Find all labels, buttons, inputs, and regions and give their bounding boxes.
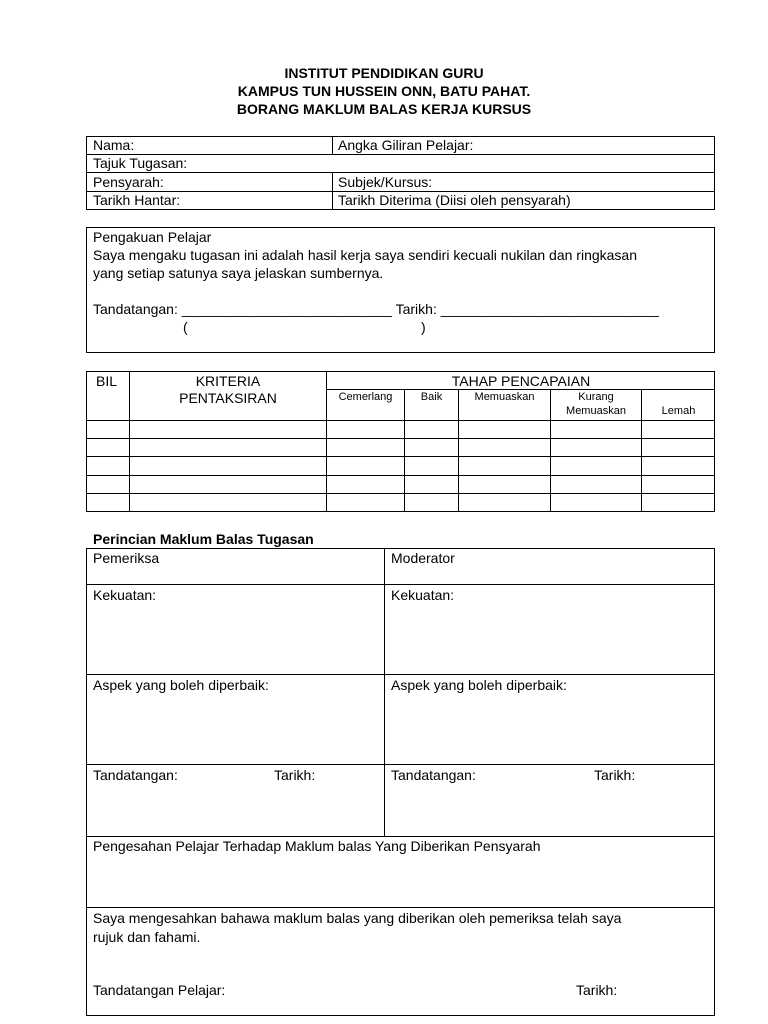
kriteria-header-line2: PENTAKSIRAN xyxy=(179,390,277,406)
pemeriksa-tandatangan-field[interactable]: Tandatangan: xyxy=(93,767,178,783)
subjek-kursus-field[interactable]: Subjek/Kursus: xyxy=(338,174,433,190)
level-cemerlang: Cemerlang xyxy=(338,391,393,403)
declaration-title: Pengakuan Pelajar xyxy=(93,229,212,245)
row-divider xyxy=(86,493,715,494)
pemeriksa-kekuatan-field[interactable]: Kekuatan: xyxy=(93,587,157,603)
row-divider xyxy=(86,764,715,765)
paren-open: ( xyxy=(183,319,188,335)
nama-field[interactable]: Nama: xyxy=(93,137,135,153)
feedback-section-title: Perincian Maklum Balas Tugasan xyxy=(93,531,314,547)
confirmation-text-line2: rujuk dan fahami. xyxy=(93,929,201,945)
bil-header: BIL xyxy=(96,373,118,389)
row-divider xyxy=(86,674,715,675)
tarikh-diterima-field[interactable]: Tarikh Diterima (Diisi oleh pensyarah) xyxy=(338,192,571,208)
row-divider xyxy=(86,907,715,908)
row-divider xyxy=(86,438,715,439)
row-divider xyxy=(86,456,715,457)
moderator-label: Moderator xyxy=(391,550,455,566)
pemeriksa-tarikh-field[interactable]: Tarikh: xyxy=(274,767,316,783)
tarikh-hantar-field[interactable]: Tarikh Hantar: xyxy=(93,192,181,208)
moderator-tandatangan-field[interactable]: Tandatangan: xyxy=(391,767,476,783)
form-title: BORANG MAKLUM BALAS KERJA KURSUS xyxy=(236,101,532,117)
pemeriksa-aspek-field[interactable]: Aspek yang boleh diperbaik: xyxy=(93,677,269,693)
declaration-text-line2: yang setiap satunya saya jelaskan sumbernya. xyxy=(93,265,384,281)
student-date-field[interactable]: Tarikh: xyxy=(576,982,618,998)
declaration-text-line1: Saya mengaku tugasan ini adalah hasil kerja saya sendiri kecuali nukilan dan ringkasan xyxy=(93,247,638,263)
col-divider xyxy=(332,136,333,154)
tahap-header: TAHAP PENCAPAIAN xyxy=(451,373,591,389)
level-kurang-line1: Kurang xyxy=(578,391,614,403)
paren-close: ) xyxy=(421,319,426,335)
level-lemah: Lemah xyxy=(661,405,696,417)
campus-title: KAMPUS TUN HUSSEIN ONN, BATU PAHAT. xyxy=(237,83,531,99)
col-divider xyxy=(384,548,385,837)
moderator-kekuatan-field[interactable]: Kekuatan: xyxy=(391,587,455,603)
declaration-signature-line[interactable]: Tandatangan: ___________________________ Tarikh: ____________________________ xyxy=(93,301,659,317)
angka-giliran-field[interactable]: Angka Giliran Pelajar: xyxy=(338,137,474,153)
confirmation-text-line1: Saya mengesahkan bahawa maklum balas yang diberikan oleh pemeriksa telah saya xyxy=(93,910,622,926)
pengesahan-heading: Pengesahan Pelajar Terhadap Maklum balas Yang Diberikan Pensyarah xyxy=(93,838,541,854)
level-baik: Baik xyxy=(420,391,443,403)
row-divider xyxy=(86,475,715,476)
institute-title: INSTITUT PENDIDIKAN GURU xyxy=(284,65,484,81)
row-divider xyxy=(86,420,715,421)
kriteria-header-line1: KRITERIA xyxy=(195,373,261,389)
pensyarah-field[interactable]: Pensyarah: xyxy=(93,174,164,190)
moderator-tarikh-field[interactable]: Tarikh: xyxy=(594,767,636,783)
moderator-aspek-field[interactable]: Aspek yang boleh diperbaik: xyxy=(391,677,567,693)
student-signature-field[interactable]: Tandatangan Pelajar: xyxy=(93,982,226,998)
tajuk-tugasan-field[interactable]: Tajuk Tugasan: xyxy=(93,155,188,171)
pemeriksa-label: Pemeriksa xyxy=(93,550,160,566)
level-memuaskan: Memuaskan xyxy=(474,391,535,403)
col-divider xyxy=(332,172,333,210)
row-divider xyxy=(86,584,715,585)
level-kurang-line2: Memuaskan xyxy=(566,405,626,417)
